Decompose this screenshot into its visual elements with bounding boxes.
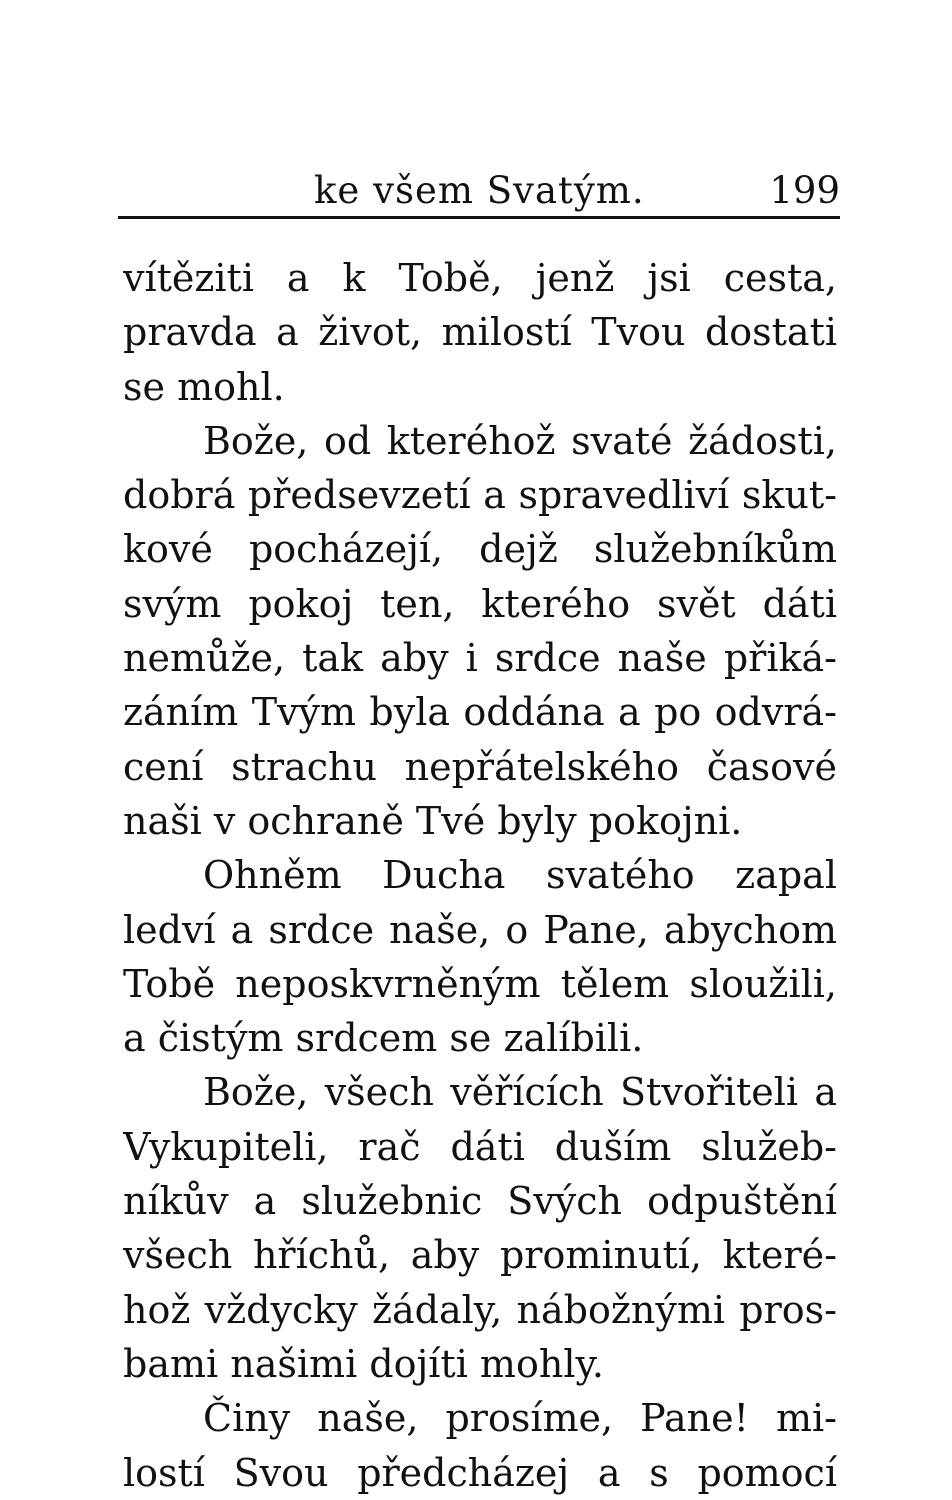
text-line: bami našimi dojíti mohly. [123, 1341, 604, 1386]
page-header [118, 168, 840, 214]
text-line: naši v ochraně Tvé byly pokojni. [123, 798, 743, 843]
text-line: cení strachu nepřátelského časové [123, 744, 837, 789]
text-line: svým pokoj ten, kterého svět dáti [123, 581, 837, 626]
text-line: lostí Svou předcházej a s pomocí [123, 1450, 837, 1495]
text-line: se mohl. [123, 364, 285, 409]
header-rule [118, 216, 840, 219]
body-text [123, 251, 837, 1500]
text-line: hož vždycky žádaly, nábožnými pros- [123, 1287, 837, 1332]
text-line: záním Tvým byla oddána a po odvrá- [123, 690, 837, 735]
text-line: a čistým srdcem se zalíbili. [123, 1016, 644, 1061]
text-line: kové pocházejí, dejž služebníkům [123, 527, 837, 572]
text-line: Ohněm Ducha svatého zapal [203, 853, 837, 898]
text-line: dobrá předsevzetí a spravedliví skut- [123, 473, 837, 518]
text-line: ledví a srdce naše, o Pane, abychom [123, 907, 837, 952]
text-line: Bože, od kteréhož svaté žádosti, [203, 418, 837, 463]
text-line: níkův a služebnic Svých odpuštění [123, 1179, 837, 1224]
text-line: pravda a život, milostí Tvou dostati [123, 310, 837, 355]
text-line: nemůže, tak aby i srdce naše přiká- [123, 636, 837, 681]
text-line: všech hříchů, aby prominutí, které- [123, 1233, 837, 1278]
text-line: Činy naše, prosíme, Pane! mi- [203, 1396, 837, 1441]
page-number: 199 [769, 169, 840, 212]
text-line: Bože, všech věřících Stvořiteli a [203, 1070, 837, 1115]
text-line: Vykupiteli, rač dáti duším služeb- [123, 1124, 837, 1169]
text-line: vítěziti a k Tobě, jenž jsi cesta, [123, 256, 837, 300]
text-line: Tobě neposkvrněným tělem sloužili, [123, 961, 837, 1006]
running-title: ke všem Svatým. [314, 169, 645, 212]
